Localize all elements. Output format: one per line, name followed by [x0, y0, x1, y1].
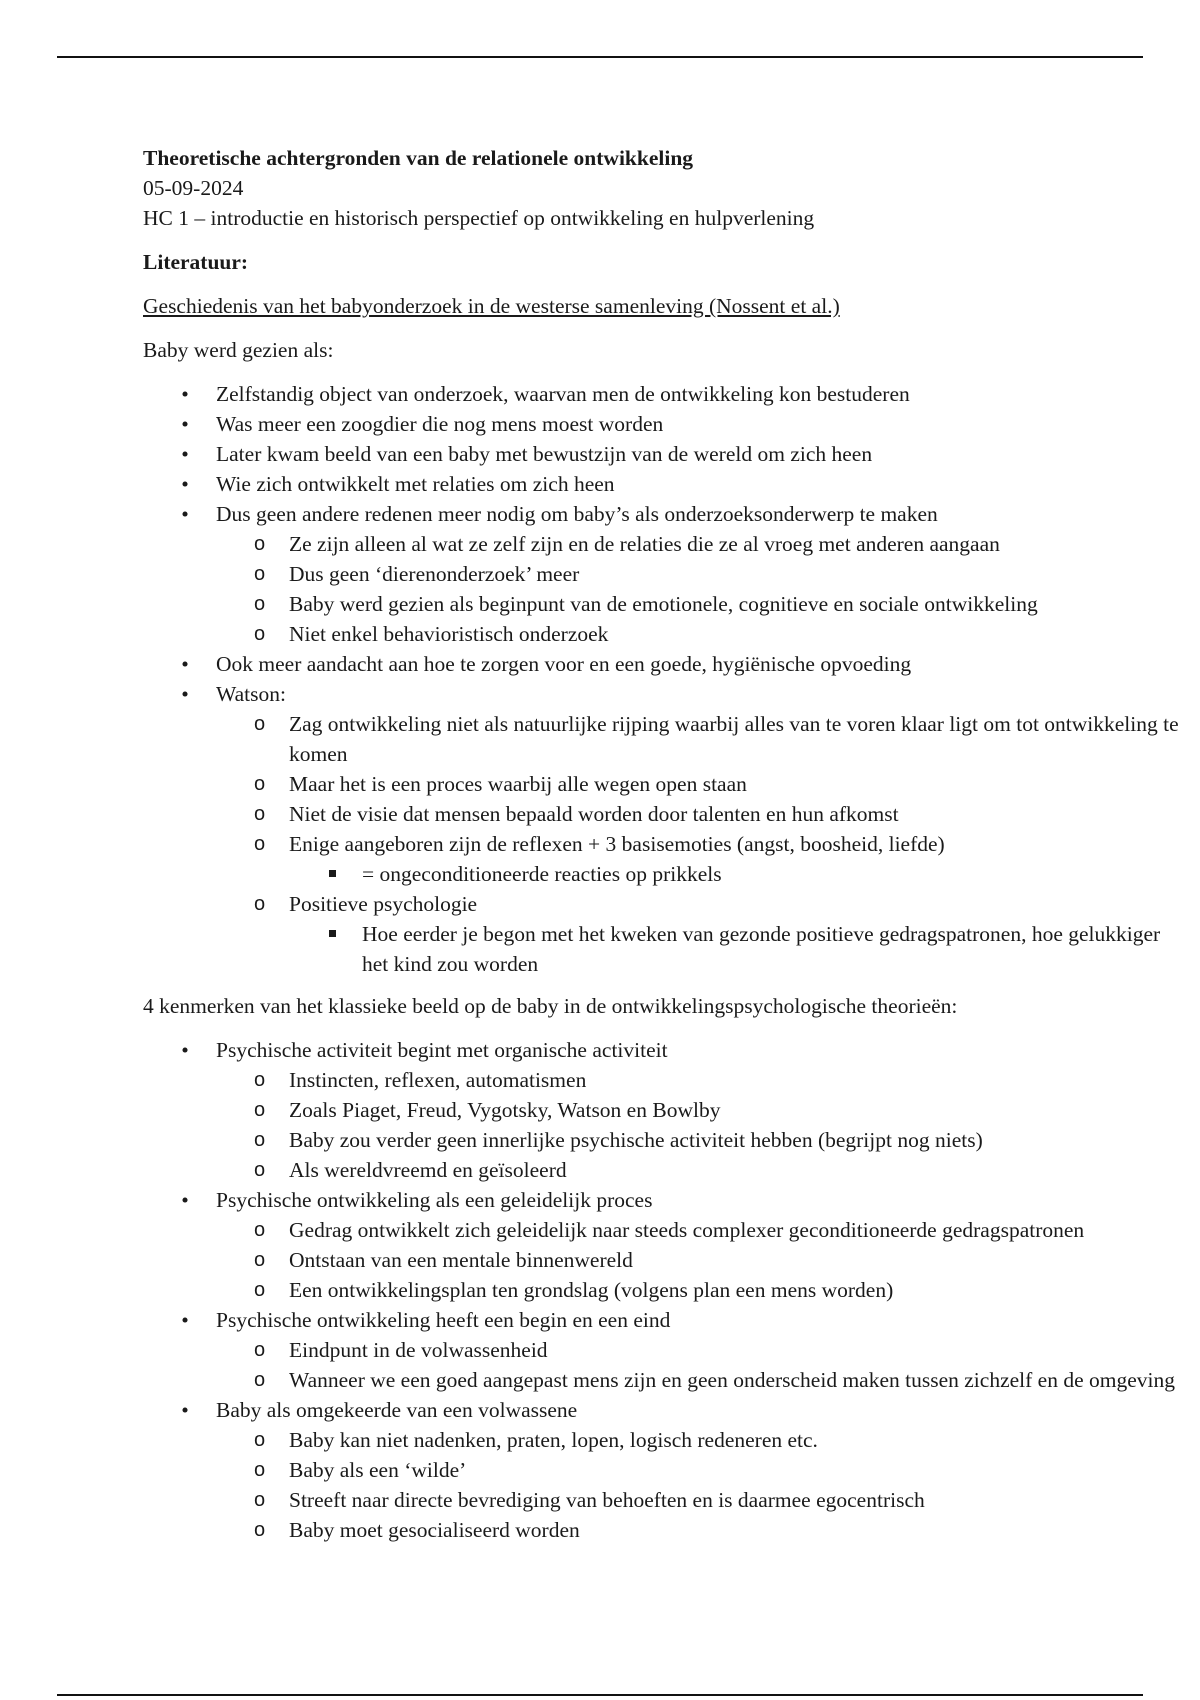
sub-bullet-icon: o [254, 1159, 266, 1181]
sub-list-item [216, 1365, 1183, 1395]
list-item-text: Baby als omgekeerde van een volwassene [216, 1398, 578, 1422]
sub-list [216, 1065, 1183, 1185]
sub-bullet-icon: o [254, 1129, 266, 1151]
sub-list-item-text: Instincten, reflexen, automatismen [289, 1068, 587, 1092]
list-item-text: Psychische ontwikkeling als een geleidelijk proces [216, 1188, 653, 1212]
sub-bullet-icon: o [254, 773, 266, 795]
sub-list-item-text: Eindpunt in de volwassenheid [289, 1338, 548, 1362]
list-item-text: Was meer een zoogdier die nog mens moest worden [216, 412, 664, 436]
sub-bullet-icon: o [254, 1369, 266, 1391]
sub-list [216, 1215, 1183, 1305]
document-date: 05-09-2024 [143, 176, 244, 200]
bullet-icon: • [181, 1188, 189, 1212]
bullet-icon: • [181, 442, 189, 466]
sub-list-item [216, 1155, 1183, 1185]
list-item [143, 1185, 1183, 1305]
sub-sub-list [289, 859, 1183, 889]
top-rule [57, 56, 1143, 58]
sub-bullet-icon: o [254, 1429, 266, 1451]
bottom-rule [57, 1694, 1143, 1696]
list-item-text: Zelfstandig object van onderzoek, waarvan men de ontwikkeling kon bestuderen [216, 382, 910, 406]
sub-list-item-text: Wanneer we een goed aangepast mens zijn en geen onderscheid maken tussen zichzelf en de omgeving [289, 1368, 1175, 1392]
sub-list-item [216, 619, 1183, 649]
sub-list-item [216, 1125, 1183, 1155]
bullet-icon: • [181, 1398, 189, 1422]
sub-bullet-icon: o [254, 1459, 266, 1481]
sub-list-item [216, 769, 1183, 799]
sub-list [216, 529, 1183, 649]
list-item [143, 1305, 1183, 1395]
bullet-icon: • [181, 1308, 189, 1332]
sub-list-item-text: Baby als een ‘wilde’ [289, 1458, 467, 1482]
bullet-icon: • [181, 682, 189, 706]
document-title: Theoretische achtergronden van de relationele ontwikkeling [143, 146, 694, 170]
sub-list-item-text: Streeft naar directe bevrediging van behoeften en is daarmee egocentrisch [289, 1488, 925, 1512]
sub-bullet-icon: o [254, 623, 266, 645]
sub-list-item-text: Baby werd gezien als beginpunt van de emotionele, cognitieve en sociale ontwikkeling [289, 592, 1038, 616]
list-item-text: Watson: [216, 682, 286, 706]
sub-list-item-text: Enige aangeboren zijn de reflexen + 3 basisemoties (angst, boosheid, liefde) [289, 832, 945, 856]
section1-list [143, 379, 1183, 979]
list-item [143, 1395, 1183, 1545]
sub-list-item-text: Maar het is een proces waarbij alle wegen open staan [289, 772, 747, 796]
sub-list-item [216, 1065, 1183, 1095]
sub-list-item-text: Baby kan niet nadenken, praten, lopen, logisch redeneren etc. [289, 1428, 818, 1452]
sub-bullet-icon: o [254, 1249, 266, 1271]
bullet-icon: • [181, 652, 189, 676]
sub-sub-list-item-text: = ongeconditioneerde reacties op prikkels [362, 862, 722, 886]
sub-list-item [216, 1455, 1183, 1485]
list-item [143, 439, 1183, 469]
sub-list-item [216, 529, 1183, 559]
sub-list-item [216, 829, 1183, 889]
sub-list-item-text: Een ontwikkelingsplan ten grondslag (volgens plan een mens worden) [289, 1278, 894, 1302]
bullet-icon: • [181, 502, 189, 526]
bullet-icon: • [181, 412, 189, 436]
sub-list-item-text: Niet enkel behavioristisch onderzoek [289, 622, 609, 646]
section1-intro: Baby werd gezien als: [143, 338, 334, 362]
sub-list-item-text: Positieve psychologie [289, 892, 478, 916]
sub-bullet-icon: o [254, 803, 266, 825]
bullet-icon: • [181, 472, 189, 496]
sub-list-item-text: Baby moet gesocialiseerd worden [289, 1518, 580, 1542]
sub-list-item [216, 1095, 1183, 1125]
bullet-icon: • [181, 1038, 189, 1062]
section2-list [143, 1035, 1183, 1545]
document-body [143, 143, 1183, 1557]
sub-bullet-icon: o [254, 1339, 266, 1361]
sub-list-item [216, 1275, 1183, 1305]
section2-intro: 4 kenmerken van het klassieke beeld op de baby in de ontwikkelingspsychologische theorieën: [143, 994, 958, 1018]
sub-list-item [216, 589, 1183, 619]
sub-list-item [216, 889, 1183, 979]
square-bullet-icon [329, 870, 336, 877]
list-item [143, 409, 1183, 439]
sub-list [216, 1335, 1183, 1395]
list-item [143, 679, 1183, 979]
sub-list-item-text: Als wereldvreemd en geïsoleerd [289, 1158, 567, 1182]
sub-sub-list-item-text: Hoe eerder je begon met het kweken van gezonde positieve gedragspatronen, hoe gelukkiger het kind zou worden [362, 922, 1161, 976]
sub-sub-list-item [289, 919, 1183, 979]
list-item [143, 469, 1183, 499]
list-item-text: Psychische ontwikkeling heeft een begin en een eind [216, 1308, 671, 1332]
sub-list-item-text: Baby zou verder geen innerlijke psychische activiteit hebben (begrijpt nog niets) [289, 1128, 983, 1152]
sub-list-item [216, 1245, 1183, 1275]
sub-list-item-text: Niet de visie dat mensen bepaald worden door talenten en hun afkomst [289, 802, 899, 826]
sub-list [216, 709, 1183, 979]
list-item-text: Psychische activiteit begint met organische activiteit [216, 1038, 668, 1062]
sub-list-item-text: Gedrag ontwikkelt zich geleidelijk naar steeds complexer geconditioneerde gedragspatronen [289, 1218, 1085, 1242]
sub-bullet-icon: o [254, 1219, 266, 1241]
sub-list-item-text: Dus geen ‘dierenonderzoek’ meer [289, 562, 580, 586]
sub-list-item [216, 1485, 1183, 1515]
list-item [143, 649, 1183, 679]
sub-list-item [216, 1215, 1183, 1245]
sub-sub-list [289, 919, 1183, 979]
list-item [143, 379, 1183, 409]
list-item [143, 499, 1183, 649]
sub-list-item [216, 1515, 1183, 1545]
list-item-text: Ook meer aandacht aan hoe te zorgen voor en een goede, hygiënische opvoeding [216, 652, 912, 676]
sub-bullet-icon: o [254, 833, 266, 855]
sub-bullet-icon: o [254, 563, 266, 585]
list-item-text: Dus geen andere redenen meer nodig om baby’s als onderzoeksonderwerp te maken [216, 502, 938, 526]
sub-list-item-text: Ontstaan van een mentale binnenwereld [289, 1248, 633, 1272]
sub-bullet-icon: o [254, 893, 266, 915]
sub-list-item [216, 799, 1183, 829]
sub-sub-list-item [289, 859, 1183, 889]
literature-heading: Literatuur: [143, 250, 249, 274]
sub-list-item-text: Zag ontwikkeling niet als natuurlijke rijping waarbij alles van te voren klaar ligt om tot ontwikkeling te komen [289, 712, 1179, 766]
sub-list-item [216, 1425, 1183, 1455]
square-bullet-icon [329, 930, 336, 937]
list-item-text: Later kwam beeld van een baby met bewustzijn van de wereld om zich heen [216, 442, 873, 466]
list-item [143, 1035, 1183, 1185]
sub-list-item [216, 709, 1183, 769]
sub-list-item [216, 1335, 1183, 1365]
sub-list [216, 1425, 1183, 1545]
bullet-icon: • [181, 382, 189, 406]
sub-list-item-text: Ze zijn alleen al wat ze zelf zijn en de relaties die ze al vroeg met anderen aangaan [289, 532, 1000, 556]
list-item-text: Wie zich ontwikkelt met relaties om zich heen [216, 472, 615, 496]
sub-bullet-icon: o [254, 533, 266, 555]
sub-bullet-icon: o [254, 1099, 266, 1121]
sub-bullet-icon: o [254, 1279, 266, 1301]
sub-list-item [216, 559, 1183, 589]
sub-list-item-text: Zoals Piaget, Freud, Vygotsky, Watson en Bowlby [289, 1098, 721, 1122]
sub-bullet-icon: o [254, 713, 266, 735]
lecture-title: HC 1 – introductie en historisch perspectief op ontwikkeling en hulpverlening [143, 206, 815, 230]
source-title: Geschiedenis van het babyonderzoek in de westerse samenleving (Nossent et al.) [143, 294, 840, 318]
sub-bullet-icon: o [254, 593, 266, 615]
sub-bullet-icon: o [254, 1069, 266, 1091]
sub-bullet-icon: o [254, 1489, 266, 1511]
sub-bullet-icon: o [254, 1519, 266, 1541]
